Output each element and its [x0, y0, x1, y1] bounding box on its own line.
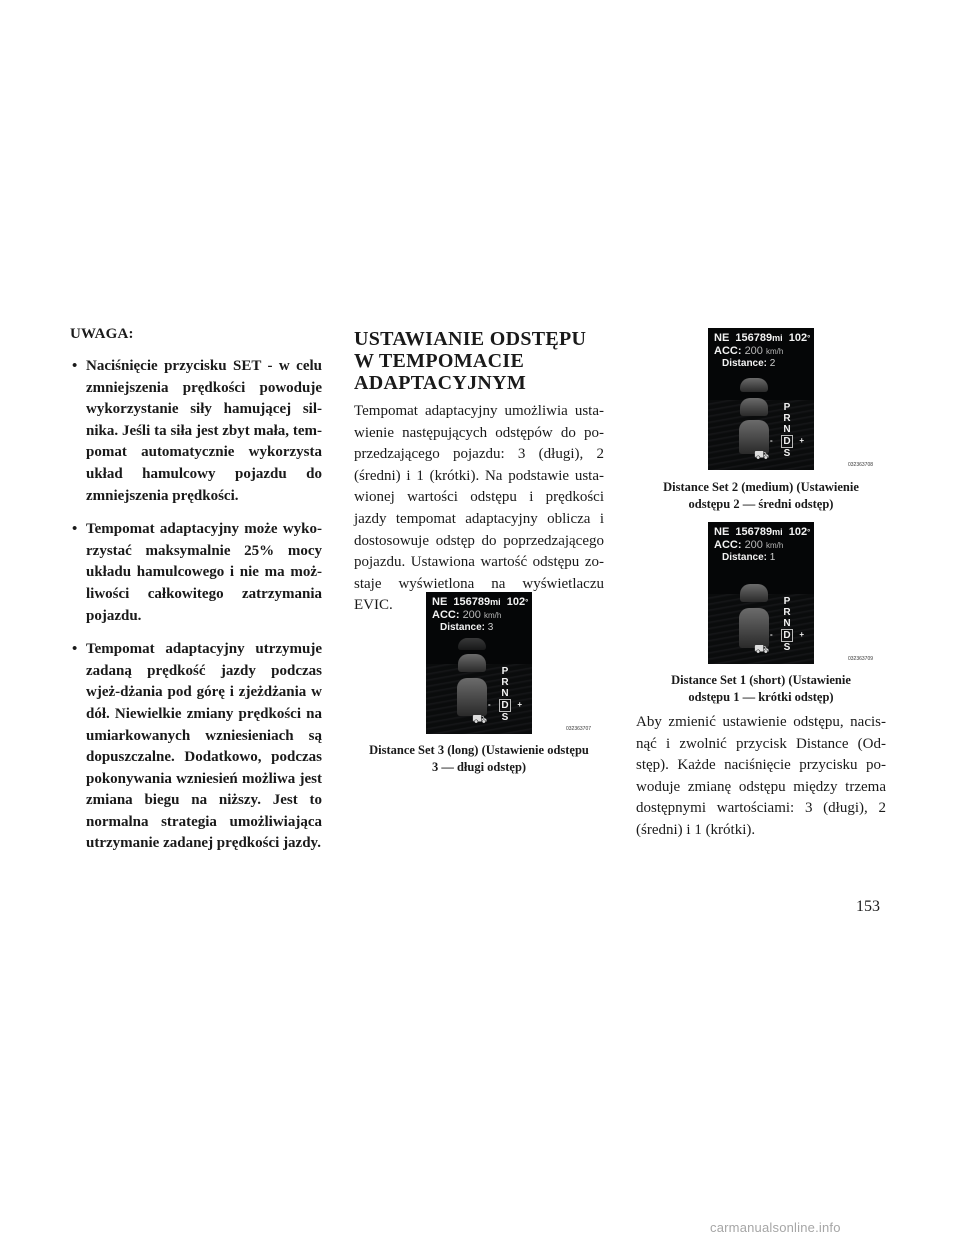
vehicle-ahead-icon [740, 584, 768, 602]
display-odometer-line: NE 156789mi 102° [714, 526, 811, 538]
bullet-text: Naciśnięcie przycisku SET - w celu zmniejszenia prędkości powoduje wykorzystanie siły hamującej sil-nika. Jeśli ta siła jest zbyt mała, tem-pomat automatycznie wykorzysta układ hamulcowy pojazdu do zmniejszenia prędkości. [86, 358, 322, 504]
vehicle-ahead-icon [740, 398, 768, 416]
gear-indicator: P R N D S - + [488, 666, 522, 723]
evic-display [426, 592, 532, 734]
display-distance-line: Distance: 2 [722, 358, 776, 369]
section-paragraph: Tempomat adaptacyjny umożliwia usta-wienie następujących odstępów do po-przedzającego pojazdu: 3 (długi), 2 (średni) i 1 (krótki). Na podstawie usta-wionej wartości odstępu i prędkości jazdy tempomat adaptacyjny oblicza i dostosowuje odstęp do poprzedzającego pojazdu. Ustawiona wartość odstępu zo-staje wyświetlona na wyświetlaczu EVIC. [354, 403, 604, 614]
list-item [70, 639, 322, 855]
list-item [70, 356, 322, 507]
section-title-line: W TEMPOMACIE [354, 350, 525, 372]
figure-distance-2 [708, 328, 888, 470]
display-distance-line: Distance: 1 [722, 552, 776, 563]
note-title: UWAGA: [70, 326, 134, 342]
display-acc-line: ACC: 200 km/h [714, 539, 784, 551]
display-acc-line: ACC: 200 km/h [432, 609, 502, 621]
figure-distance-1 [708, 522, 888, 664]
bullet-text: Tempomat adaptacyjny może wyko-rzystać maksymalnie 25% mocy układu hamulcowego i nie ma moż-liwości całkowitego zatrzymania pojazdu. [86, 521, 322, 624]
acc-car-icon: ⛟ [754, 448, 770, 462]
section-title-line: ADAPTACYJNYM [354, 372, 527, 394]
bullet-icon: • [72, 521, 78, 538]
acc-car-icon: ⛟ [754, 642, 770, 656]
display-distance-line: Distance: 3 [440, 622, 494, 633]
display-acc-line: ACC: 200 km/h [714, 345, 784, 357]
acc-car-icon: ⛟ [472, 712, 488, 726]
bullet-icon: • [72, 641, 78, 658]
bullet-icon: • [72, 358, 78, 374]
note-bullet-list [70, 356, 322, 867]
gear-indicator: P R N D S - + [770, 402, 804, 459]
instruction-paragraph: Aby zmienić ustawienie odstępu, nacis-nąć i zwolnić przycisk Distance (Od-stęp). Każde naciśnięcie przycisku po-woduje zmianę odstępu między trzema dostępnymi wartościami: 3 (długi), 2 (średni) i 1 (krótki). [636, 714, 886, 838]
figure-code: 032363707 [566, 726, 592, 732]
list-item [70, 519, 322, 627]
figure-code: 032363708 [848, 462, 874, 468]
evic-display [708, 522, 814, 664]
evic-display [708, 328, 814, 470]
gear-indicator: P R N D S - + [770, 596, 804, 653]
vehicle-ahead-icon [458, 638, 486, 650]
figure-caption: Distance Set 1 (short) (Ustawienie odstępu 1 — krótki odstęp) [671, 673, 851, 704]
figure-distance-3 [426, 592, 606, 734]
watermark: carmanualsonline.info [710, 1220, 841, 1235]
display-odometer-line: NE 156789mi 102° [714, 332, 811, 344]
section-title [354, 328, 586, 394]
figure-code: 032363709 [848, 656, 874, 662]
section-title-line: USTAWIANIE ODSTĘPU [354, 328, 587, 350]
display-odometer-line: NE 156789mi 102° [432, 596, 529, 608]
figure-caption: Distance Set 3 (long) (Ustawienie odstępu 3 — długi odstęp) [369, 743, 589, 774]
figure-caption: Distance Set 2 (medium) (Ustawienie odstępu 2 — średni odstęp) [663, 480, 859, 511]
vehicle-ahead-icon [457, 678, 487, 716]
bullet-text: Tempomat adaptacyjny utrzymuje zadaną prędkość jazdy podczas wjeż-dżania pod górę i zjeżdżania w dół. Niewielkie zmiany prędkości na umiarkowanych wzniesieniach są dopuszczalne. Dodatkowo, podczas pokonywania wzniesień możliwa jest zmiana biegu na niższy. Jest to normalna strategia umożliwiająca utrzymanie zadanej prędkości jazdy. [86, 641, 322, 852]
vehicle-ahead-icon [740, 378, 768, 392]
page-number: 153 [856, 898, 880, 915]
vehicle-ahead-icon [458, 654, 486, 672]
